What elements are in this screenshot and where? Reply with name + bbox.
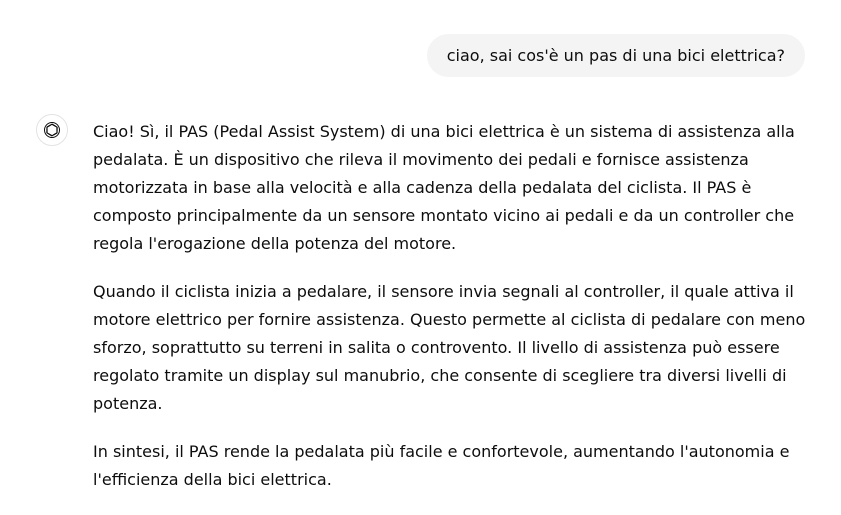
- assistant-paragraph-3: In sintesi, il PAS rende la pedalata più facile e confortevole, aumentando l'autonomia e l'efficienza della bici elettrica.: [93, 442, 790, 489]
- assistant-paragraph-2: Quando il ciclista inizia a pedalare, il sensore invia segnali al controller, il quale attiva il motore elettrico per fornire assistenza. Questo permette al ciclista di pedalare con meno sforzo, soprattutto su terreni in salita o controvento. Il livello di assistenza può essere regolato tramite un display sul manubrio, che consente di scegliere tra diversi livelli di potenza.: [93, 282, 806, 413]
- assistant-avatar: [36, 114, 68, 146]
- assistant-message: [93, 118, 807, 514]
- assistant-paragraph-1: Ciao! Sì, il PAS (Pedal Assist System) di una bici elettrica è un sistema di assistenza alla pedalata. È un dispositivo che rileva il movimento dei pedali e fornisce assistenza motorizzata in base alla velocità e alla cadenza della pedalata del ciclista. Il PAS è composto principalmente da un sensore montato vicino ai pedali e da un controller che regola l'erogazione della potenza del motore.: [93, 122, 795, 253]
- user-message-row: [427, 34, 805, 77]
- user-message-bubble: ciao, sai cos'è un pas di una bici elettrica?: [427, 34, 805, 77]
- chatgpt-logo-icon: [42, 120, 62, 140]
